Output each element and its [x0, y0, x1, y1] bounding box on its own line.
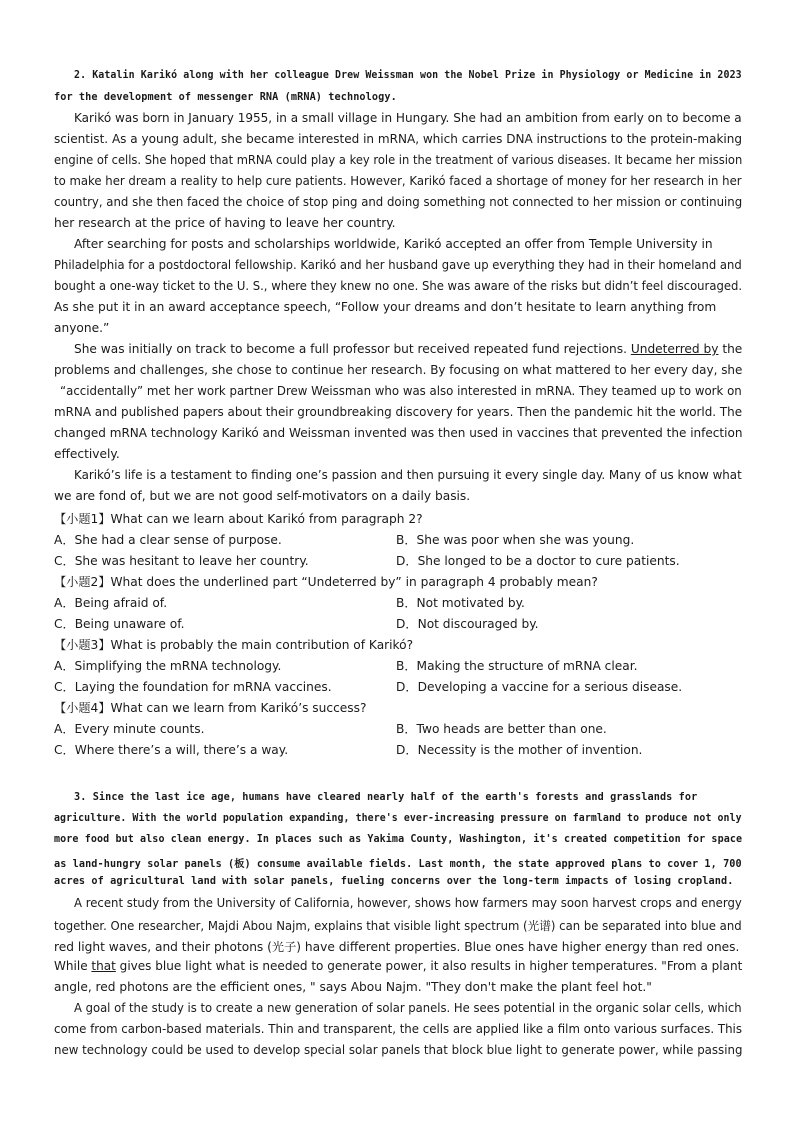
- question-4-option-d: D．Necessity is the mother of invention.: [396, 743, 643, 757]
- q2-p3-line-2: problems and challenges, she chose to continue her research. By focusing on what mattered to her every day, she: [54, 363, 743, 377]
- q3-p1-line-3: red light waves, and their photons (光子) have different properties. Blue ones have higher energy than red ones.: [54, 940, 740, 954]
- q2-p2-line-5: anyone.”: [54, 321, 110, 335]
- q2-p3-line-4: mRNA and published papers about their groundbreaking discovery for years. Then the pandemic hit the world. The: [54, 405, 743, 419]
- q2-p1-line-6: her research at the price of having to leave her country.: [54, 216, 396, 230]
- q2-p1-line-2: scientist. As a young adult, she became interested in mRNA, which carries DNA instructions to the protein-making: [54, 132, 743, 146]
- question-4-option-b: B．Two heads are better than one.: [396, 722, 607, 736]
- question-1-option-a: A．She had a clear sense of purpose.: [54, 533, 282, 547]
- q3-p1-line-1: A recent study from the University of California, however, shows how farmers may soon harvest crops and energy: [74, 896, 742, 910]
- question-1-option-d: D．She longed to be a doctor to cure patients.: [396, 554, 680, 568]
- q2-p2-line-3: bought a one-way ticket to the U. S., where they knew no one. She was aware of the risks but didn’t feel discouraged.: [54, 279, 743, 293]
- question-2-option-a: A．Being afraid of.: [54, 596, 168, 610]
- question-2-option-d: D．Not discouraged by.: [396, 617, 539, 631]
- question-2-option-c: C．Being unaware of.: [54, 617, 185, 631]
- q3-intro-line-5: acres of agricultural land with solar panels, fueling concerns over the long-term impacts of losing cropland.: [54, 876, 734, 887]
- q2-p3-line-1-post: the: [718, 342, 743, 356]
- question-2-option-b: B．Not motivated by.: [396, 596, 525, 610]
- q3-p1-line-4-post: gives blue light what is needed to generate power, it also results in higher temperatures. "From a plant: [115, 959, 743, 973]
- q2-p1-line-5: country, and she then faced the choice of stop ping and doing something not connected to her mission or continuing: [54, 195, 743, 209]
- q2-p3-line-5: changed mRNA technology Karikó and Weissman invented was then used in vaccines that prevented the infection: [54, 426, 743, 440]
- q2-p1-line-3: engine of cells. She hoped that mRNA could play a key role in the treatment of various diseases. It became her mission: [54, 153, 743, 167]
- q3-intro-line-2: agriculture. With the world population expanding, there's ever-increasing pressure on farmland to produce not only: [54, 813, 742, 824]
- question-3-stem: 【小题3】What is probably the main contribution of Karikó?: [54, 638, 414, 652]
- q2-p1-line-4: to make her dream a reality to help cure patients. However, Karikó faced a shortage of money for her research in her: [54, 174, 742, 188]
- q2-p2-line-4: As she put it in an award acceptance speech, “Follow your dreams and don’t hesitate to learn anything from: [54, 300, 717, 314]
- question-1-option-b: B．She was poor when she was young.: [396, 533, 635, 547]
- question-1-option-c: C．She was hesitant to leave her country.: [54, 554, 309, 568]
- q2-p2-line-2: Philadelphia for a postdoctoral fellowship. Karikó and her husband gave up everything they had in their homeland and: [54, 258, 742, 272]
- q3-intro-line-1: 3. Since the last ice age, humans have cleared nearly half of the earth's forests and grasslands for: [74, 792, 698, 803]
- q2-p4-line-2: we are fond of, but we are not good self-motivators on a daily basis.: [54, 489, 471, 503]
- q2-intro-line-1: 2. Katalin Karikó along with her colleague Drew Weissman won the Nobel Prize in Physiology or Medicine in 2023: [74, 70, 742, 81]
- question-3-option-a: A．Simplifying the mRNA technology.: [54, 659, 282, 673]
- underlined-word: that: [91, 959, 116, 973]
- q2-p1-line-1: Karikó was born in January 1955, in a small village in Hungary. She had an ambition from early on to become a: [74, 111, 742, 125]
- q3-p1-line-4-pre: While: [54, 959, 92, 973]
- question-3-option-d: D．Developing a vaccine for a serious disease.: [396, 680, 683, 694]
- question-1-stem: 【小题1】What can we learn about Karikó from paragraph 2?: [54, 512, 423, 526]
- underlined-phrase: Undeterred by: [630, 342, 719, 356]
- q3-p2-line-1: A goal of the study is to create a new generation of solar panels. He sees potential in the organic solar cells, which: [74, 1001, 742, 1015]
- question-2-stem: 【小题2】What does the underlined part “Undeterred by” in paragraph 4 probably mean?: [54, 575, 598, 589]
- q3-p1-line-2: together. One researcher, Majdi Abou Najm, explains that visible light spectrum (光谱) can be separated into blue and: [54, 919, 742, 933]
- q3-p2-line-2: come from carbon-based materials. Thin and transparent, the cells are applied like a film onto various surfaces. This: [54, 1022, 742, 1036]
- q2-p2-line-1: After searching for posts and scholarships worldwide, Karikó accepted an offer from Temple University in: [74, 237, 713, 251]
- question-4-option-c: C．Where there’s a will, there’s a way.: [54, 743, 289, 757]
- q3-p1-line-4: [54, 959, 742, 973]
- q3-p1-line-5: angle, red photons are the efficient ones, " says Abou Najm. "They don't make the plant feel hot.": [54, 980, 652, 994]
- q2-p3-line-1-pre: She was initially on track to become a full professor but received repeated fund rejections.: [74, 342, 631, 356]
- question-3-option-c: C．Laying the foundation for mRNA vaccines.: [54, 680, 332, 694]
- q2-p3-line-6: effectively.: [54, 447, 120, 461]
- question-3-option-b: B．Making the structure of mRNA clear.: [396, 659, 638, 673]
- q2-p4-line-1: Karikó’s life is a testament to finding one’s passion and then pursuing it every single day. Many of us know what: [74, 468, 742, 482]
- q3-p2-line-3: new technology could be used to develop special solar panels that block blue light to generate power, while passing: [54, 1043, 743, 1057]
- q2-p3-line-1: [74, 342, 742, 356]
- q3-intro-line-4: as land-hungry solar panels (板) consume available fields. Last month, the state approved plans to cover 1, 700: [54, 859, 742, 870]
- q2-p3-line-3: “accidentally” met her work partner Drew Weissman who was also interested in mRNA. They teamed up to work on: [60, 384, 742, 398]
- question-4-option-a: A．Every minute counts.: [54, 722, 205, 736]
- question-4-stem: 【小题4】What can we learn from Karikó’s success?: [54, 701, 367, 715]
- q3-intro-line-3: more food but also clean energy. In places such as Yakima County, Washington, it's created competition for space: [54, 834, 743, 845]
- q2-intro-line-2: for the development of messenger RNA (mRNA) technology.: [54, 92, 397, 103]
